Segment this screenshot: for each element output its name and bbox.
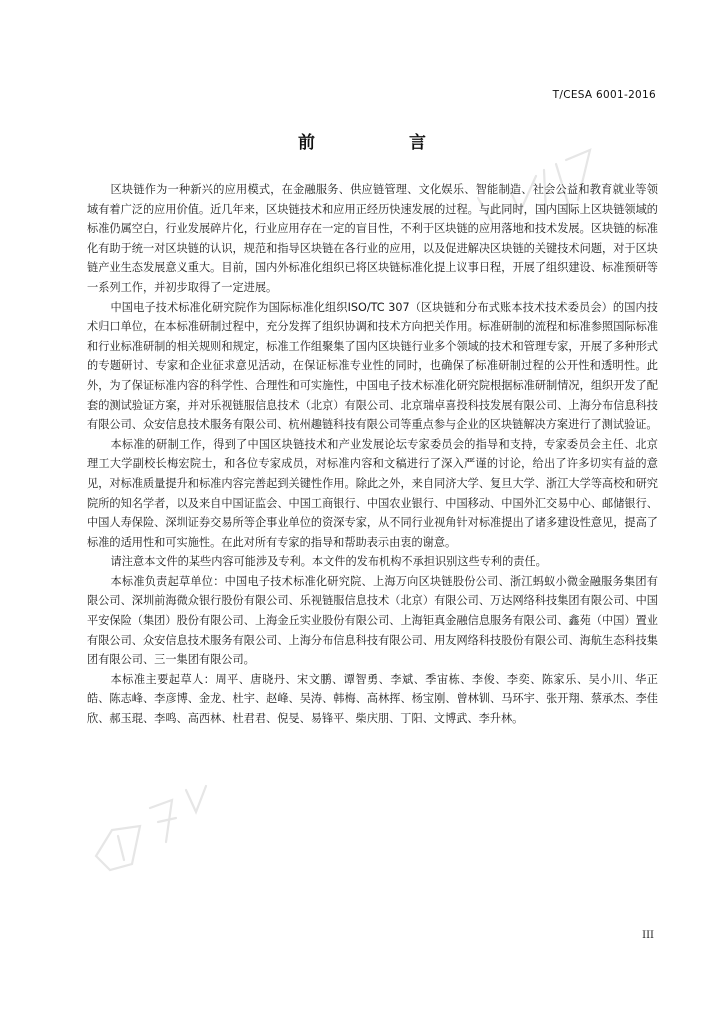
paragraph-acknowledgement: 本标准的研制工作，得到了中国区块链技术和产业发展论坛专家委员会的指导和支持，专家委员会主任、北京理工大学副校长梅宏院士，和各位专家成员，对标准内容和文稿进行了深入严谨的讨论，给出了许多切实有益的意见，对标准质量提升和标准内容完善起到关键性作用。除此之外，来自同济大学、复旦大学、浙江大学等高校和研究院所的知名学者，以及来自中国证监会、中国工商银行、中国农业银行、中国移动、中国外汇交易中心、邮储银行、中国人寿保险、深圳证券交易所等企事业单位的资深专家，从不同行业视角针对标准提出了诸多建设性意见，提高了标准的适用性和可实施性。在此对所有专家的指导和帮助表示由衷的谢意。	[87, 437, 658, 549]
page-title: 前 言	[298, 133, 470, 153]
document-body	[87, 180, 658, 729]
standard-code: T/CESA 6001-2016	[552, 89, 656, 101]
paragraph-drafters: 本标准主要起草人：周平、唐晓丹、宋文鹏、谭智勇、李斌、季宙栋、李俊、李奕、陈家乐、吴小川、华正皓、陈志峰、李彦博、金龙、杜宇、赵峰、吴涛、韩梅、高林挥、杨宝刚、曾林钏、马环宇、张开翔、蔡承杰、李佳欣、郝玉琨、李鸣、高西林、杜君君、倪旻、易锋平、柴庆朋、丁阳、文博武、李升林。	[87, 672, 658, 726]
paragraph-intro: 区块链作为一种新兴的应用模式，在金融服务、供应链管理、文化娱乐、智能制造、社会公益和教育就业等领域有着广泛的应用价值。近几年来，区块链技术和应用正经历快速发展的过程。与此同时，国内国际上区块链领域的标准仍属空白，行业发展碎片化，行业应用存在一定的盲目性，不利于区块链的应用落地和技术发展。区块链的标准化有助于统一对区块链的认识，规范和指导区块链在各行业的应用，以及促进解决区块链的关键技术问题，对于区块链产业生态发展意义重大。目前，国内外标准化组织已将区块链标准化提上议事日程，开展了组织建设、标准预研等一系列工作，并初步取得了一定进展。	[87, 183, 658, 294]
page-number: III	[642, 930, 654, 941]
paragraph-drafting-units: 本标准负责起草单位：中国电子技术标准化研究院、上海万向区块链股份公司、浙江蚂蚁小微金融服务集团有限公司、深圳前海微众银行股份有限公司、乐视链服信息技术（北京）有限公司、万达网络科技集团有限公司、中国平安保险（集团）股份有限公司、上海金丘实业股份有限公司、上海钜真金融信息服务有限公司、鑫苑（中国）置业有限公司、众安信息技术服务有限公司、上海分布信息科技有限公司、用友网络科技股份有限公司、海航生态科技集团有限公司、三一集团有限公司。	[87, 574, 658, 667]
paragraph-institute: 中国电子技术标准化研究院作为国际标准化组织ISO/TC 307（区块链和分布式账本技术技术委员会）的国内技术归口单位，在本标准研制过程中，充分发挥了组织协调和技术方向把关作用。标准研制的流程和标准参照国际标准和行业标准研制的相关规则和规定，标准工作组聚集了国内区块链行业多个领域的技术和管理专家，开展了多种形式的专题研讨、专家和企业征求意见活动，在保证标准专业性的同时，也确保了标准研制过程的公开性和透明性。此外，为了保证标准内容的科学性、合理性和可实施性，中国电子技术标准化研究院根据标准研制情况，组织开发了配套的测试验证方案，并对乐视链服信息技术（北京）有限公司、北京瑞卓喜投科技发展有限公司、上海分布信息科技有限公司、众安信息技术服务有限公司、杭州趣链科技有限公司等重点参与企业的区块链解决方案进行了测试验证。	[87, 300, 658, 432]
paragraph-patent-notice: 请注意本文件的某些内容可能涉及专利。本文件的发布机构不承担识别这些专利的责任。	[110, 555, 547, 569]
